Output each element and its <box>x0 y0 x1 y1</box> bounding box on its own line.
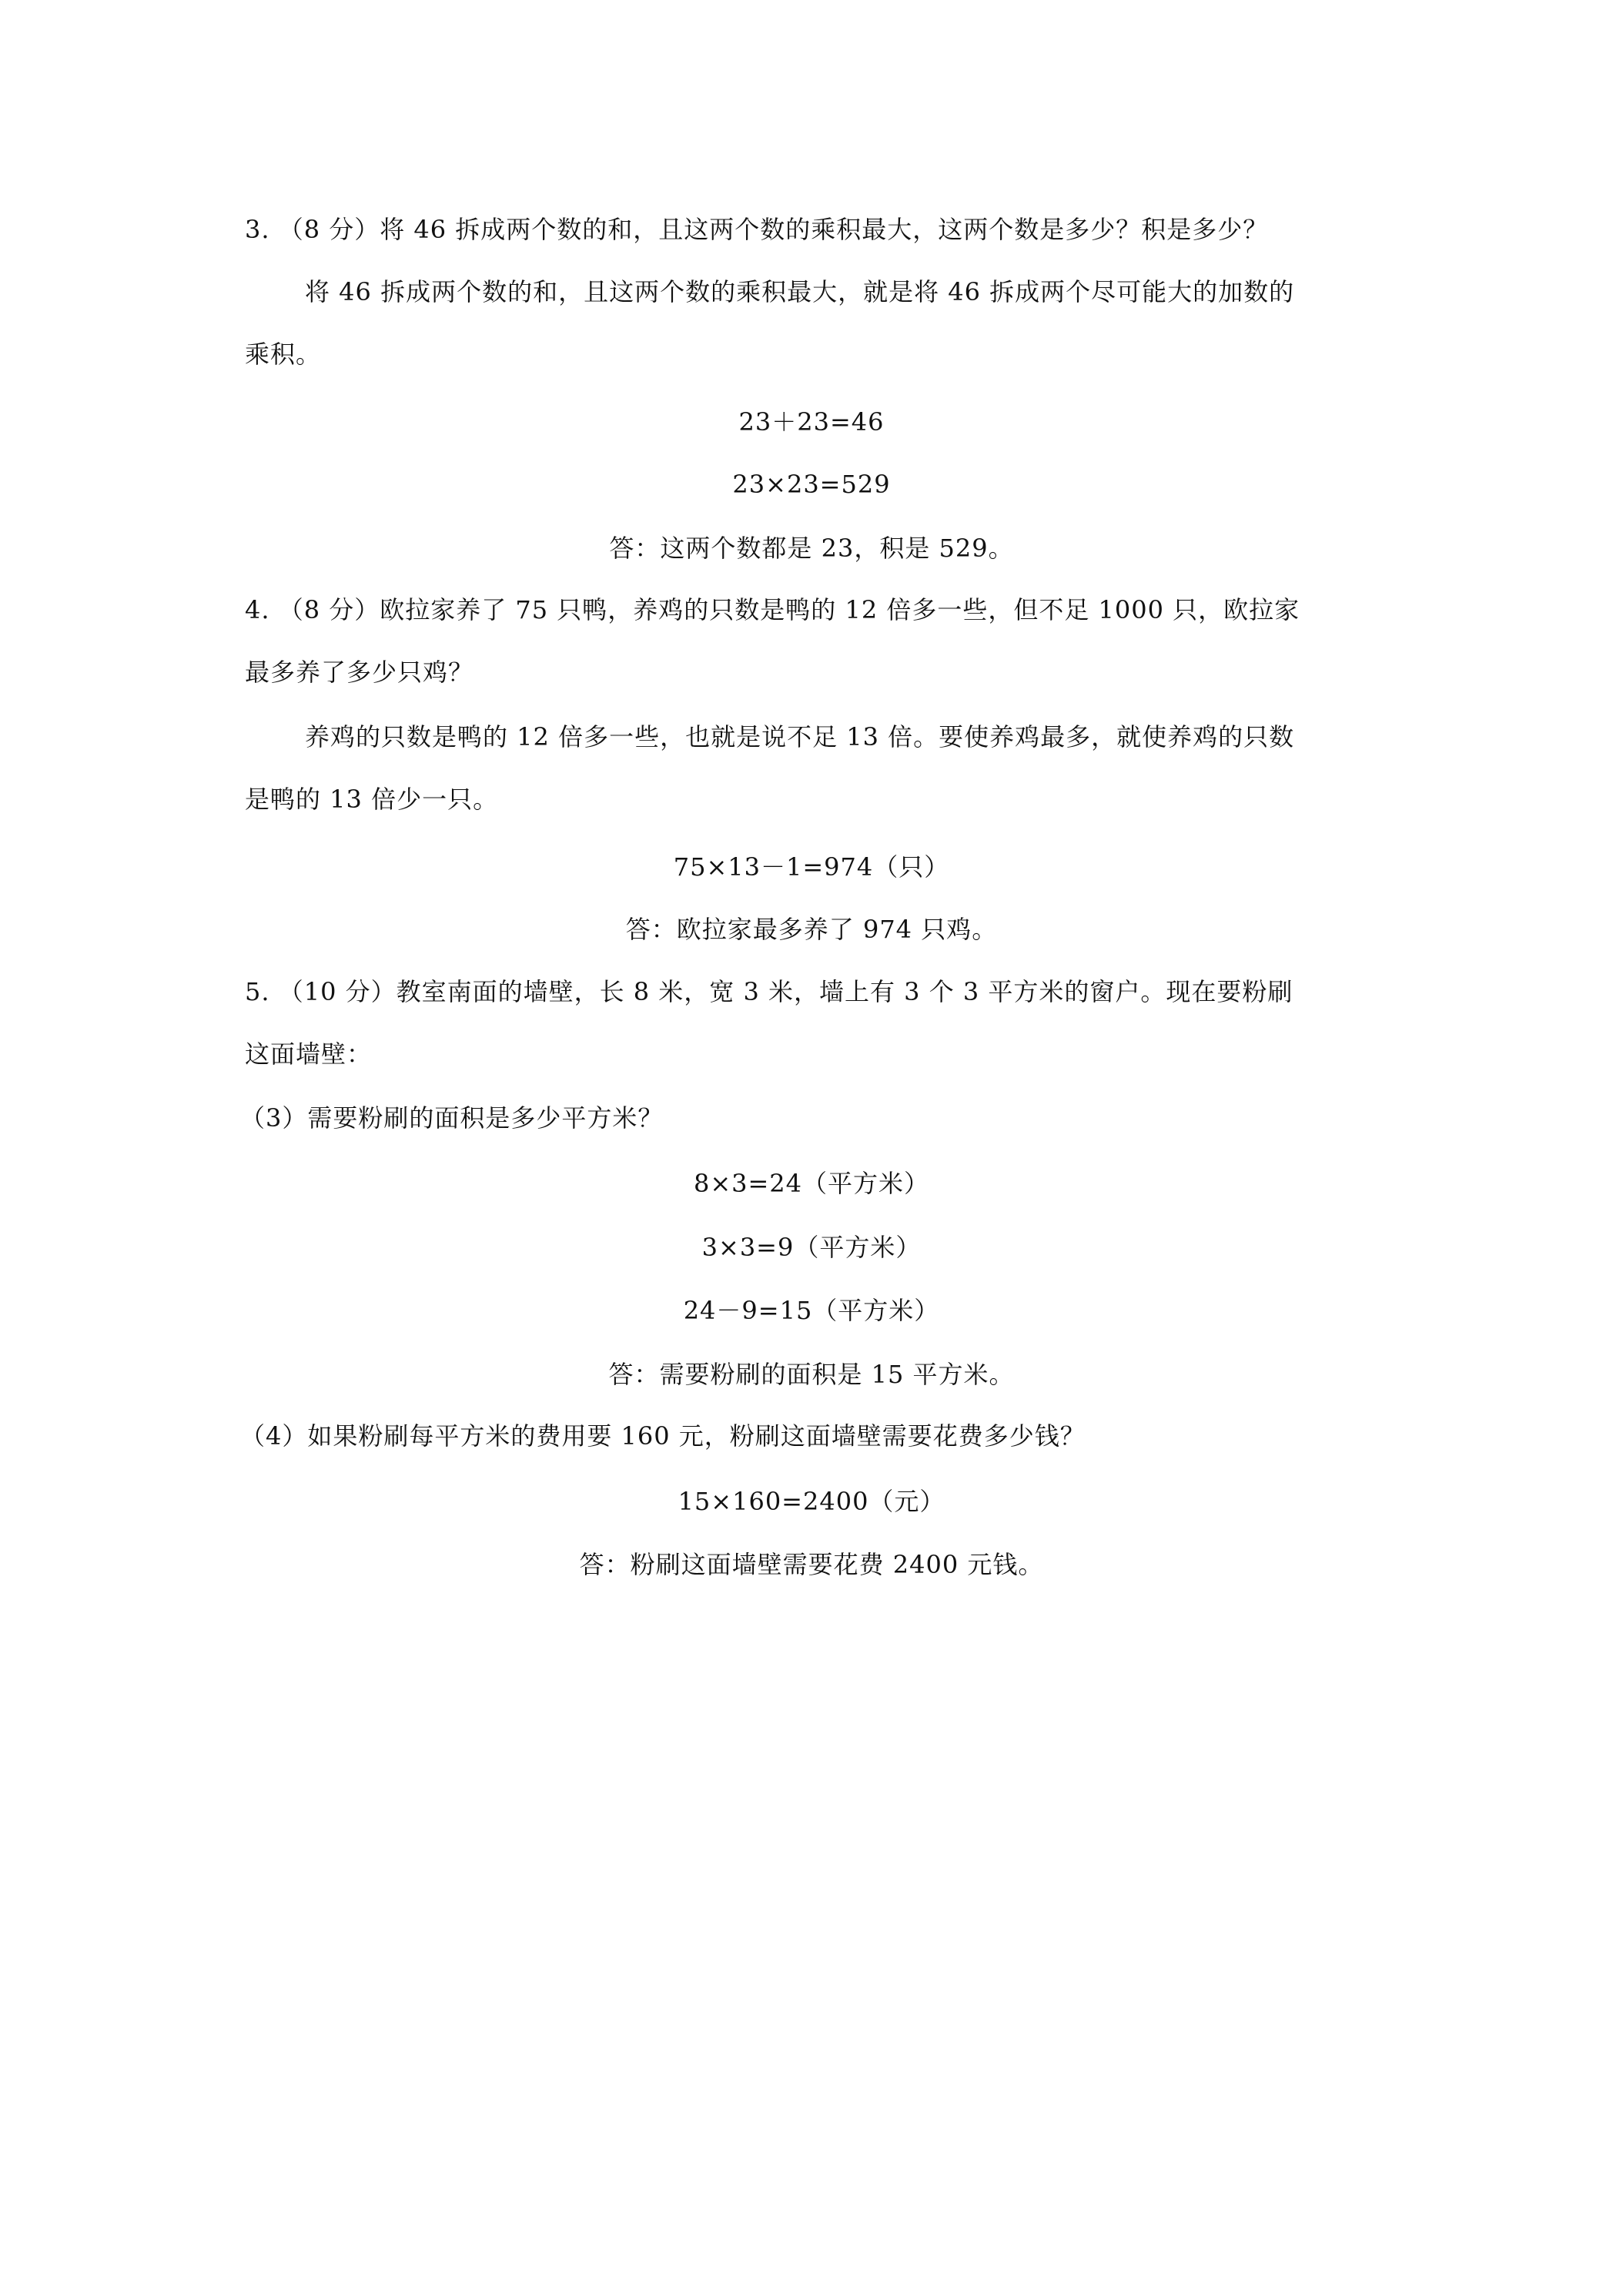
q5-part3-equation-2: 3×3=9（平方米） <box>701 1233 922 1262</box>
q4-explanation-line-1: 养鸡的只数是鸭的 12 倍多一些，也就是说不足 13 倍。要使养鸡最多，就使养鸡的只数 <box>305 722 1295 751</box>
q5-part3-answer: 答：需要粉刷的面积是 15 平方米。 <box>608 1360 1015 1389</box>
q5-part3-question: （3）需要粉刷的面积是多少平方米？ <box>240 1103 664 1133</box>
q3-title: 3. （8 分）将 46 拆成两个数的和，且这两个数的乘积最大，这两个数是多少？积是多少？ <box>245 215 1269 244</box>
q3-equation-1: 23＋23=46 <box>738 407 885 437</box>
q3-explanation-line-1: 将 46 拆成两个数的和，且这两个数的乘积最大，就是将 46 拆成两个尽可能大的加数的 <box>305 277 1295 306</box>
q4-title-line-2: 最多养了多少只鸡？ <box>245 658 474 687</box>
q5-part4-answer: 答：粉刷这面墙壁需要花费 2400 元钱。 <box>579 1550 1044 1579</box>
q5-part3-equation-3: 24－9=15（平方米） <box>683 1296 940 1325</box>
q5-part4-question: （4）如果粉刷每平方米的费用要 160 元，粉刷这面墙壁需要花费多少钱？ <box>240 1421 1086 1451</box>
q5-part3-equation-1: 8×3=24（平方米） <box>693 1169 930 1198</box>
q4-explanation-line-2: 是鸭的 13 倍少一只。 <box>245 785 499 814</box>
q3-equation-2: 23×23=529 <box>732 470 891 499</box>
q3-answer: 答：这两个数都是 23，积是 529。 <box>609 534 1014 563</box>
q4-equation-1: 75×13－1=974（只） <box>673 852 950 882</box>
q5-title-line-2: 这面墙壁： <box>245 1039 373 1069</box>
q5-title-line-1: 5. （10 分）教室南面的墙壁，长 8 米，宽 3 米，墙上有 3 个 3 平方米的窗户。现在要粉刷 <box>245 977 1293 1006</box>
q4-title-line-1: 4. （8 分）欧拉家养了 75 只鸭，养鸡的只数是鸭的 12 倍多一些，但不足 1000 只，欧拉家 <box>245 595 1300 624</box>
q5-part4-equation-1: 15×160=2400（元） <box>678 1487 945 1516</box>
q3-explanation-line-2: 乘积。 <box>245 340 322 369</box>
q4-answer: 答：欧拉家最多养了 974 只鸡。 <box>625 915 998 944</box>
